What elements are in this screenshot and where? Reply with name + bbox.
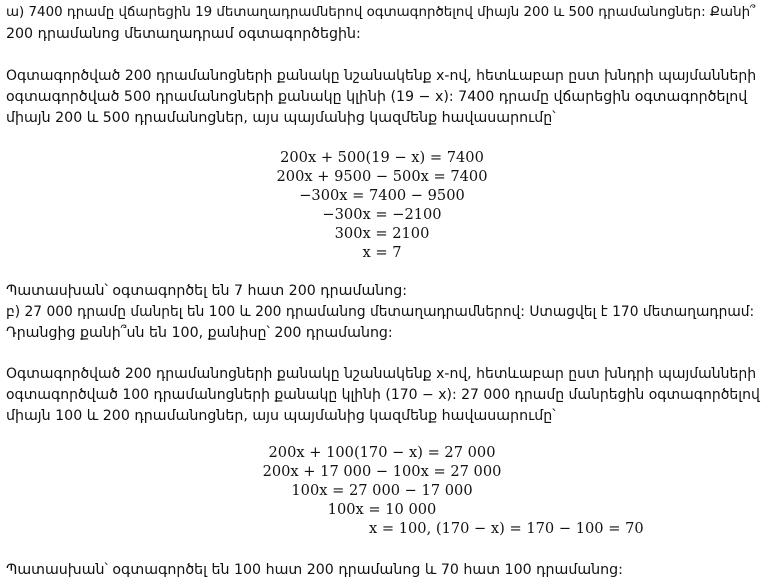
problem-b-explanation-line-3: միայն 100 և 200 դրամանոցներ, այս պայմանից կազմենք հավասարումը՝: [6, 408, 556, 424]
problem-a-statement-line-1: ա) 7400 դրամը վճարեցին 19 մետաղադրամներով օգտագործելով միայն 200 և 500 դրամանոցներ: Քանի՞: [6, 5, 756, 20]
problem-a-answer: Պատասխան՝ օգտագործել են 7 հատ 200 դրամանոց:: [6, 283, 408, 299]
problem-b-statement-line-1: բ) 27 000 դրամը մանրել են 100 և 200 դրամանոց մետաղադրամներով: Ստացվել է 170 մետաղադրամ:: [6, 304, 755, 320]
problem-b-equation-4: 100x = 10 000: [327, 501, 437, 518]
problem-a-equation-5: 300x = 2100: [334, 225, 430, 242]
problem-a-statement-line-2: 200 դրամանոց մետաղադրամ օգտագործեցին:: [6, 26, 361, 42]
problem-b-equation-2: 200x + 17 000 − 100x = 27 000: [262, 463, 502, 480]
problem-a-equation-2: 200x + 9500 − 500x = 7400: [276, 168, 488, 185]
problem-a-equation-6: x = 7: [362, 244, 402, 261]
problem-b-statement-line-2: Դրանցից քանի՞սն են 100, քանիսը՝ 200 դրամանոց:: [6, 325, 393, 341]
problem-b-answer: Պատասխան՝ օգտագործել են 100 հատ 200 դրամանոց և 70 հատ 100 դրամանոց:: [6, 562, 623, 578]
problem-a-equation-4: −300x = −2100: [322, 206, 442, 223]
problem-a-explanation-line-3: միայն 200 և 500 դրամանոցներ, այս պայմանից կազմենք հավասարումը՝: [6, 110, 556, 126]
problem-b-equation-5: x = 100, (170 − x) = 170 − 100 = 70: [369, 520, 644, 537]
problem-b-equation-3: 100x = 27 000 − 17 000: [291, 482, 473, 499]
problem-a-equation-3: −300x = 7400 − 9500: [299, 187, 465, 204]
problem-b-explanation-line-1: Օգտագործված 200 դրամանոցների քանակը նշանակենք x-ով, հետևաբար ըստ խնդրի պայմանների: [6, 366, 757, 382]
problem-b-explanation-line-2: օգտագործված 100 դրամանոցների քանակը կլինի (170 − x): 27 000 դրամը մանրեցին օգտագործելով: [6, 387, 760, 403]
problem-a-explanation-line-1: Օգտագործված 200 դրամանոցների քանակը նշանակենք x-ով, հետևաբար ըստ խնդրի պայմանների: [6, 68, 757, 84]
problem-a-explanation-line-2: օգտագործված 500 դրամանոցների քանակը կլինի (19 − x): 7400 դրամը վճարեցին օգտագործելով: [6, 89, 748, 105]
problem-b-equation-1: 200x + 100(170 − x) = 27 000: [268, 444, 496, 461]
problem-a-equation-1: 200x + 500(19 − x) = 7400: [280, 149, 484, 166]
